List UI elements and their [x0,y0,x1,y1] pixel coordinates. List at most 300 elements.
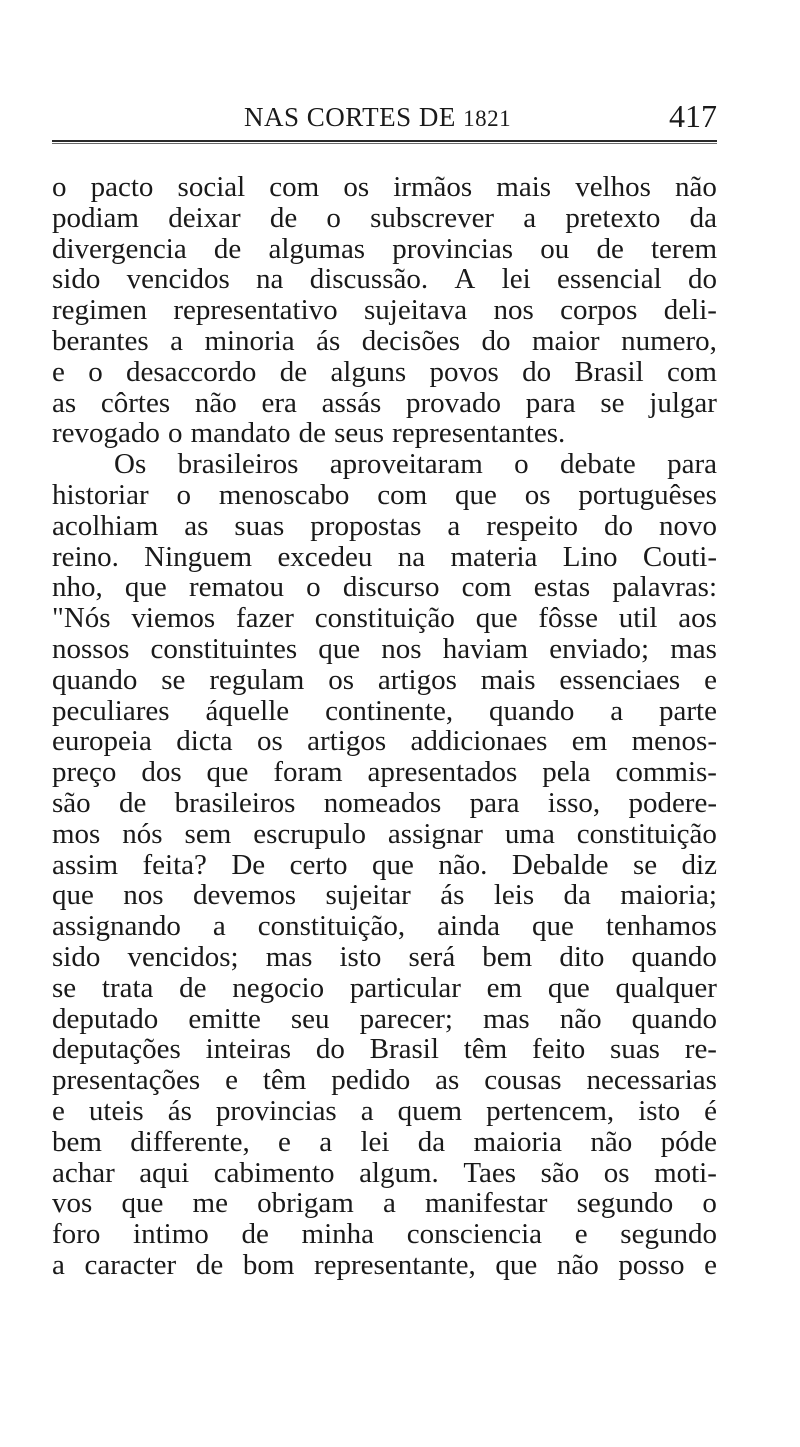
word: particular [349,971,461,1004]
word: Couti- [642,540,717,573]
word: vencidos; [127,940,239,973]
word: constituição, [257,910,406,943]
word: debate [560,448,636,481]
word: feito [532,1033,586,1066]
word: que [455,478,497,511]
word: seus [334,417,385,450]
word: deixar [168,201,241,234]
word: inteiras [205,1033,292,1066]
word: emitte [188,1002,261,1035]
word: de [596,232,624,265]
text-line [52,696,717,727]
word: tenhamos [605,910,717,943]
word: preço [52,756,117,789]
word: nos [381,632,422,665]
word: aproveitaram [329,448,483,481]
word: lei [501,263,531,296]
word: foram [273,756,343,789]
word: e [225,1064,238,1097]
word: lei [360,1125,390,1158]
word: se [632,848,658,881]
word: as [184,509,209,542]
word: para [469,786,520,819]
word: achar [52,1156,115,1189]
word: reino. [52,540,119,573]
word: ainda [437,910,500,943]
word: na [397,540,426,573]
word: nos [123,879,164,912]
word: da [417,1125,446,1158]
word: constituição [314,602,455,635]
word: velhos [575,171,651,203]
word: deputações [52,1033,181,1066]
text-line [52,542,717,573]
word: materia [450,540,538,573]
word: de [241,1218,269,1251]
word: que [495,1248,538,1281]
word: manifestar [425,1187,548,1220]
word: mais [480,663,536,696]
text-line [52,264,717,295]
word: que [475,602,518,635]
word: em [486,971,523,1004]
word: brasileiros [174,786,296,819]
word: áquelle [205,694,290,727]
text-line [52,850,717,881]
word: posso [618,1248,685,1281]
word: assim [52,848,119,881]
word: que [124,571,167,604]
word: com [666,355,717,388]
word: regimen [52,294,148,327]
word: numero, [621,324,717,357]
word: quando [489,694,575,727]
word: Debalde [511,848,609,881]
word: peculiares [52,694,170,727]
word: enviado; [549,632,650,665]
word: artigos [307,725,387,758]
word: propostas [310,509,422,542]
text-line [52,757,717,788]
word: terem [650,232,717,265]
word: e [704,1248,717,1281]
word: é [704,1094,717,1127]
text-line [52,326,717,357]
word: discurso [342,571,440,604]
word: commis- [615,756,717,789]
word: mas [482,1002,530,1035]
word: que [52,879,94,912]
word: vos [52,1187,93,1220]
word: não [194,386,237,419]
word: moti- [654,1156,717,1189]
word: irmãos [393,171,473,203]
word: provado [405,386,502,419]
word: portuguêses [578,478,717,511]
word: a [212,910,226,943]
word: menos- [631,725,717,758]
word: De [231,848,266,881]
word: ou [540,232,570,265]
word: que [318,632,361,665]
text-line [52,418,717,449]
running-title-text: NAS CORTES DE [244,102,456,132]
word: rematou [188,571,284,604]
text-line [52,572,717,603]
word: representativo [173,294,338,327]
running-head [52,100,717,140]
word: quando [631,1002,717,1035]
word: acolhiam [52,509,159,542]
word: "Nós [52,602,111,635]
word: e [574,1218,588,1251]
word: intimo [133,1218,209,1251]
word: fazer [235,602,294,635]
word: minoria [204,324,295,357]
word: desaccordo [126,355,257,388]
word: se [52,971,77,1004]
word: que [531,910,574,943]
word: algum. [359,1156,439,1189]
word: aqui [139,1156,190,1189]
word: berantes [52,324,149,357]
text-line [52,388,717,419]
word: do [315,1033,345,1066]
word: addicionaes [410,725,548,758]
word: essenciaes [559,663,681,696]
word: se [161,663,186,696]
text-line [52,1096,717,1127]
word: revogado [52,417,160,450]
word: podere- [628,786,717,819]
text-line [52,911,717,942]
word: a [447,509,461,542]
word: a [610,694,624,727]
word: maioria; [620,879,717,912]
word: com [461,571,512,604]
word: pela [542,756,591,789]
word: diz [681,848,717,881]
word: mos [52,817,101,850]
word: o [514,448,529,481]
word: são [540,1156,580,1189]
word: da [563,879,591,912]
word: assás [321,386,382,419]
word: vencidos [126,263,230,296]
word: o [306,571,321,604]
text-line [52,480,717,511]
word: com [377,478,428,511]
word: isso, [547,786,601,819]
word: Os [114,448,147,481]
word: necessarias [586,1064,717,1097]
word: representantes. [392,417,566,450]
word: de [118,786,147,819]
word: do [687,263,717,296]
word: cabimento [213,1156,335,1189]
word: regulam [209,663,305,696]
text-line [52,203,717,234]
word: util [618,602,658,635]
word: assignando [52,910,181,943]
word: a [382,1187,396,1220]
word: devemos [192,879,297,912]
text-line [52,788,717,819]
word: parecer; [359,1002,453,1035]
text-line [52,819,717,850]
text-line [52,1034,717,1065]
text-line [52,1219,717,1250]
text-line [52,1065,717,1096]
word: assignar [387,817,483,850]
word: se [600,386,625,419]
text-line [52,357,717,388]
word: dito [559,940,605,973]
word: novo [658,509,717,542]
word: segundo [576,1187,674,1220]
text-line [52,726,717,757]
text-line [52,1127,717,1158]
word: consciencia [406,1218,543,1251]
word: para [525,386,576,419]
word: suas [234,509,285,542]
word: quando [52,663,138,696]
word: constituintes [150,632,298,665]
word: a [319,1125,333,1158]
word: sem [184,817,232,850]
text-line [52,973,717,1004]
word: aos [678,602,717,635]
word: segundo [620,1218,717,1251]
word: sujeitar [325,879,411,912]
word: europeia [52,725,152,758]
word: quando [631,940,717,973]
word: me [192,1187,228,1220]
word: que [206,756,249,789]
word: uteis [88,1094,144,1127]
text-line [52,234,717,265]
word: de [195,1248,224,1281]
word: podiam [52,201,139,234]
text-line [52,449,717,480]
word: trata [101,971,154,1004]
word: caracter [84,1248,177,1281]
text-line [52,942,717,973]
word: alguns [330,355,407,388]
word: de [213,232,242,265]
word: e [52,1094,65,1127]
word: mandato [190,417,291,450]
word: será [408,940,456,973]
word: quem [397,1094,463,1127]
word: A [454,263,476,296]
word: pretexto [565,201,661,234]
word: constituição [576,817,717,850]
word: provincias [215,1094,337,1127]
word: Ninguem [144,540,253,573]
word: sujeitava [364,294,468,327]
word: têm [463,1033,508,1066]
text-line [52,880,717,911]
word: na [256,263,284,296]
word: provincias [392,232,514,265]
word: são [52,786,91,819]
word: deli- [663,294,717,327]
word: o [52,171,67,203]
header-rule [52,140,717,144]
word: o [168,417,183,450]
word: nos [493,294,534,327]
word: sido [52,940,101,973]
word: não [675,171,717,203]
text-line [52,1004,717,1035]
word: não [559,1002,602,1035]
word: do [604,509,633,542]
word: nossos [52,632,130,665]
word: representante, [313,1248,476,1281]
word: e [52,355,65,388]
text-line [52,1250,717,1281]
text-line [52,665,717,696]
word: não [590,1125,633,1158]
body-text [52,172,717,1281]
word: re- [684,1033,717,1066]
word: nós [122,817,163,850]
word: nho, [52,571,103,604]
word: bom [242,1248,295,1281]
word: ás [316,324,341,357]
word: Brasil [369,1033,439,1066]
word: não [556,1248,599,1281]
word: os [603,1156,630,1189]
text-line [52,172,717,203]
word: com [269,171,320,203]
word: a [523,201,537,234]
word: que [372,848,414,881]
word: maioria [473,1125,563,1158]
word: julgar [649,386,717,419]
word: Taes [463,1156,517,1189]
word: da [689,201,717,234]
word: subscrever [370,201,495,234]
word: presentações [52,1064,201,1097]
word: pedido [331,1064,411,1097]
word: os [256,725,283,758]
word: excedeu [277,540,373,573]
running-title [244,102,511,133]
word: bem [52,1125,102,1158]
word: divergencia [52,232,187,265]
word: estas [533,571,591,604]
word: dos [141,756,182,789]
word: de [279,355,308,388]
word: em [571,725,608,758]
word: mais [496,171,552,203]
word: respeito [486,509,579,542]
word: dicta [176,725,233,758]
word: feita? [142,848,207,881]
word: e [278,1125,291,1158]
word: corpos [560,294,638,327]
word: menoscabo [218,478,350,511]
word: maior [531,324,600,357]
word: uma [504,817,555,850]
word: a [170,324,183,357]
text-line [52,1188,717,1219]
word: nomeados [323,786,442,819]
word: parte [659,694,717,727]
word: historiar [52,478,149,511]
word: discussão. [309,263,429,296]
word: a [52,1248,65,1281]
word: qualquer [615,971,717,1004]
word: póde [660,1125,717,1158]
word: continente, [325,694,454,727]
word: do [522,355,552,388]
word: isto [339,940,382,973]
word: certo [289,848,348,881]
word: fôsse [538,602,598,635]
word: mas [265,940,313,973]
word: para [667,448,717,481]
word: Lino [562,540,618,573]
text-line [52,511,717,542]
word: escrupulo [253,817,366,850]
word: era [261,386,297,419]
word: de [298,417,326,450]
word: decisões [361,324,460,357]
word: minha [301,1218,375,1251]
word: seu [290,1002,330,1035]
word: mas [670,632,717,665]
word: differente, [130,1125,250,1158]
running-title-year: 1821 [463,106,512,131]
word: ás [167,1094,192,1127]
text-line [52,603,717,634]
word: leis [493,879,535,912]
word: artigos [377,663,457,696]
word: algumas [268,232,366,265]
word: palavras: [612,571,717,604]
page-number: 417 [669,98,717,134]
word: bem [482,940,533,973]
word: de [269,201,298,234]
word: deputado [52,1002,159,1035]
word: de [179,971,207,1004]
word: têm [262,1064,307,1097]
word: obrigam [257,1187,354,1220]
word: apresentados [367,756,518,789]
word: o [176,478,192,511]
word: haviam [442,632,529,665]
word: os [343,171,370,203]
word: e [704,663,717,696]
word: o [326,201,341,234]
word: as [52,386,77,419]
word: os [328,663,355,696]
word: os [524,478,551,511]
word: o [88,355,103,388]
word: foro [52,1218,101,1251]
word: essencial [556,263,662,296]
word: ás [440,879,465,912]
word: negocio [232,971,325,1004]
word: brasileiros [177,448,299,481]
word: povos [429,355,499,388]
word: pacto [90,171,154,203]
text-line [52,1158,717,1189]
word: Brasil [574,355,644,388]
